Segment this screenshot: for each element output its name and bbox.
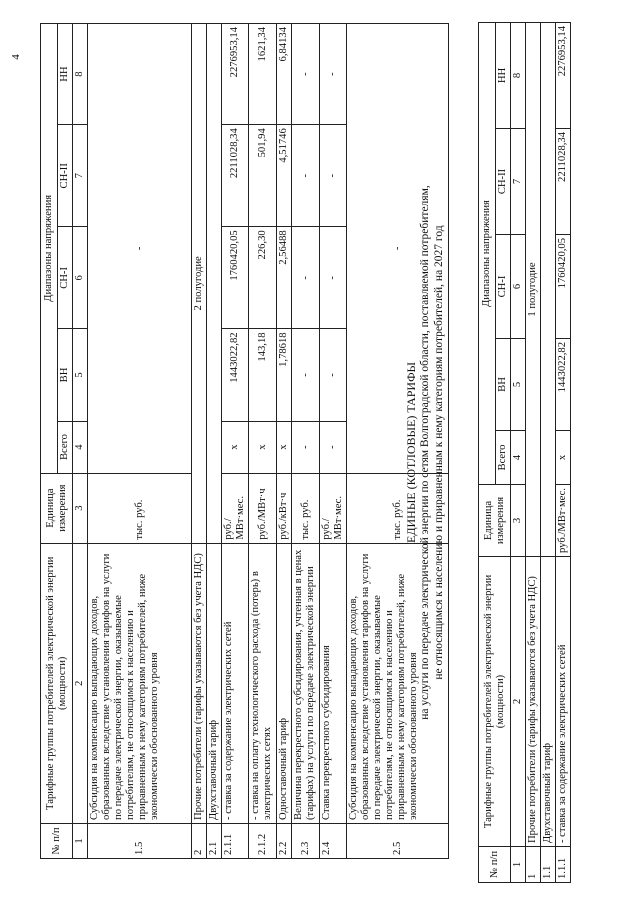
header-num: № п/п xyxy=(41,823,73,858)
header-unit: Единица измерения xyxy=(479,485,511,557)
row-sn1: 2,56488 xyxy=(277,227,292,329)
table-row xyxy=(292,24,320,859)
row-num: 2.5 xyxy=(347,823,449,858)
row-sn2: - xyxy=(292,125,320,227)
row-nn: - xyxy=(292,24,320,125)
row-vn: 1,78618 xyxy=(277,329,292,421)
col-number: 8 xyxy=(511,22,526,128)
document-subtitle-line: не относящимся к населению и приравненным к нему категориям потребителей, на 2027 год xyxy=(433,225,445,680)
row-section: Прочие потребители (тарифы указываются без учета НДС) xyxy=(526,557,541,847)
row-num: 1 xyxy=(526,847,541,883)
col-number: 3 xyxy=(73,473,88,543)
header-sn1: СН-I xyxy=(496,235,511,339)
col-number: 5 xyxy=(511,339,526,431)
row-num: 2.1 xyxy=(207,823,222,858)
row-section: Прочие потребители (тарифы указываются без учета НДС) xyxy=(192,543,207,823)
col-number: 2 xyxy=(73,543,88,823)
table-row xyxy=(320,24,347,859)
header-sn1: СН-I xyxy=(58,227,73,329)
row-vn: - xyxy=(320,329,347,421)
document-subtitle-line: на услуги по передаче электрической энергии по сетям Волгоградской области, поставляемой потребителям, xyxy=(419,185,431,720)
table-row xyxy=(556,22,571,882)
document-title-block xyxy=(404,0,446,905)
col-number: 5 xyxy=(73,329,88,421)
row-unit: тыс. руб. xyxy=(88,473,192,543)
col-number: 1 xyxy=(511,847,526,883)
row-sn2: 4,51746 xyxy=(277,125,292,227)
header-sn2: СН-II xyxy=(496,129,511,235)
col-number: 8 xyxy=(73,24,88,125)
row-vn: 143,18 xyxy=(249,329,277,421)
col-number: 3 xyxy=(511,485,526,557)
row-name: Величина перекрестного субсидирования, учтенная в ценах (тарифах) на услуги по передаче электрической энергии xyxy=(292,543,320,823)
table-row xyxy=(88,24,192,859)
row-num: 1.5 xyxy=(88,823,192,858)
row-unit: руб./кВт·ч xyxy=(277,473,292,543)
row-sn1: - xyxy=(292,227,320,329)
header-voltage-ranges: Диапазоны напряжения xyxy=(41,24,58,474)
row-name: Одноставочный тариф xyxy=(277,543,292,823)
row-nn: - xyxy=(320,24,347,125)
col-number: 7 xyxy=(73,125,88,227)
column-number-row xyxy=(73,24,88,859)
row-unit: тыс. руб. xyxy=(292,473,320,543)
row-nn: 1621,34 xyxy=(249,24,277,125)
col-number: 4 xyxy=(73,421,88,473)
row-sn1: 226,30 xyxy=(249,227,277,329)
header-num: № п/п xyxy=(479,847,511,883)
row-merged-value: - xyxy=(347,24,449,474)
row-unit: руб./МВт·ч xyxy=(249,473,277,543)
row-total: х xyxy=(222,421,249,473)
header-sn2: СН-II xyxy=(58,125,73,227)
table-row xyxy=(222,24,249,859)
row-num: 2.1.2 xyxy=(249,823,277,858)
col-number: 6 xyxy=(73,227,88,329)
header-total: Всего xyxy=(58,421,73,473)
row-vn: - xyxy=(292,329,320,421)
row-num: 2.1.1 xyxy=(222,823,249,858)
row-sn2: 501,94 xyxy=(249,125,277,227)
row-total: - xyxy=(292,421,320,473)
row-section: Двухставочный тариф xyxy=(207,543,222,823)
row-nn: 6,84134 xyxy=(277,24,292,125)
page-number: 4 xyxy=(10,54,22,60)
row-unit: руб./МВт·мес. xyxy=(222,473,249,543)
table-row xyxy=(192,24,207,859)
header-total: Всего xyxy=(496,431,511,485)
header-nn: НН xyxy=(58,24,73,125)
table-row xyxy=(541,22,556,882)
row-unit: руб./МВт·мес. xyxy=(556,485,571,557)
header-nn: НН xyxy=(496,22,511,128)
row-sn2: 2211028,34 xyxy=(222,125,249,227)
row-vn: 1443022,82 xyxy=(222,329,249,421)
row-total: - xyxy=(320,421,347,473)
row-num: 1.1 xyxy=(541,847,556,883)
row-name: Субсидия на компенсацию выпадающих доходов, образованных вследствие установления тарифов на услуги по передаче электрической энергии, оказываемые потребителям, не относящимся к населению и приравненным к нему категориям потребителей, ниже экономически обоснованного уровня xyxy=(88,543,192,823)
row-merged-value: - xyxy=(88,24,192,474)
row-empty xyxy=(541,22,556,556)
table-row xyxy=(207,24,222,859)
row-section: Двухставочный тариф xyxy=(541,557,556,847)
col-number: 2 xyxy=(511,557,526,847)
row-unit: тыс. руб. xyxy=(347,473,449,543)
row-total: х xyxy=(277,421,292,473)
header-group: Тарифные группы потребителей электрической энергии (мощности) xyxy=(41,543,73,823)
table-row xyxy=(277,24,292,859)
col-number: 1 xyxy=(73,823,88,858)
row-name: Ставка перекрестного субсидирования xyxy=(320,543,347,823)
tariff-table-2027 xyxy=(478,22,571,883)
row-sn2: 2211028,34 xyxy=(556,129,571,235)
row-sn2: - xyxy=(320,125,347,227)
row-unit: руб./МВт·мес. xyxy=(320,473,347,543)
table-row xyxy=(526,22,541,882)
row-nn: 2276953,14 xyxy=(222,24,249,125)
col-number: 6 xyxy=(511,235,526,339)
row-name: - ставка на оплату технологического расхода (потерь) в электрических сетях xyxy=(249,543,277,823)
tariff-table-continuation xyxy=(40,23,449,859)
column-number-row xyxy=(511,22,526,882)
header-unit: Единица измерения xyxy=(41,473,73,543)
header-group: Тарифные группы потребителей электрической энергии (мощности) xyxy=(479,557,511,847)
row-num: 2 xyxy=(192,823,207,858)
row-nn: 2276953,14 xyxy=(556,22,571,128)
row-sn1: 1760420,05 xyxy=(222,227,249,329)
document-title: ЕДИНЫЕ (КОТЛОВЫЕ) ТАРИФЫ xyxy=(404,361,418,544)
row-name: Субсидия на компенсацию выпадающих доходов, образованных вследствие установления тарифов на услуги по передаче электрической энергии, оказываемые потребителям, не относящимся к населению и приравненным к нему категориям потребителей, ниже экономически обоснованного уровня xyxy=(347,543,449,823)
row-period: 1 полугодие xyxy=(526,22,541,556)
header-voltage-ranges: Диапазоны напряжения xyxy=(479,22,496,484)
row-period: 2 полугодие xyxy=(192,24,207,544)
col-number: 4 xyxy=(511,431,526,485)
row-num: 2.4 xyxy=(320,823,347,858)
row-num: 2.3 xyxy=(292,823,320,858)
row-name: - ставка за содержание электрических сетей xyxy=(222,543,249,823)
row-vn: 1443022,82 xyxy=(556,339,571,431)
row-sn1: 1760420,05 xyxy=(556,235,571,339)
row-sn1: - xyxy=(320,227,347,329)
row-total: х xyxy=(556,431,571,485)
row-num: 2.2 xyxy=(277,823,292,858)
row-name: - ставка за содержание электрических сетей xyxy=(556,557,571,847)
row-empty xyxy=(207,24,222,544)
header-vn: ВН xyxy=(58,329,73,421)
row-num: 1.1.1 xyxy=(556,847,571,883)
col-number: 7 xyxy=(511,129,526,235)
row-total: х xyxy=(249,421,277,473)
table-row xyxy=(249,24,277,859)
header-vn: ВН xyxy=(496,339,511,431)
